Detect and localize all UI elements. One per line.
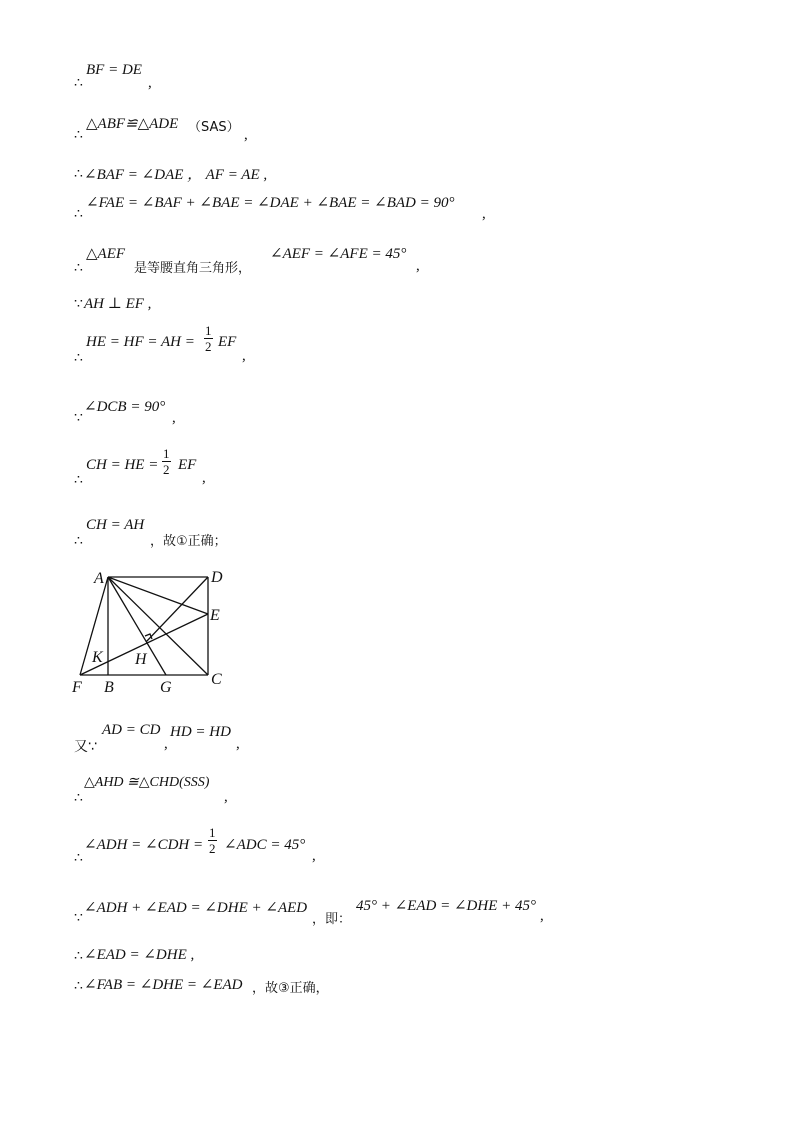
therefore-symbol: ∴ [74,979,83,994]
step-14-comma: , [540,908,544,924]
because-symbol: ∵ [74,297,83,312]
therefore-symbol: ∴ [74,949,83,964]
fraction-denominator: 2 [205,339,212,354]
label-g: G [160,679,172,696]
step-5-expr2: ∠AEF = ∠AFE = 45° [270,246,407,262]
label-b: B [104,679,114,696]
step-16-expr: ∠FAB = ∠DHE = ∠EAD [84,977,243,993]
step-7-expr: HE = HF = AH = [86,334,195,350]
label-d: D [211,569,223,586]
step-16-text: ，故③正确， [252,981,329,996]
also-because-symbol: 又∵ [74,739,97,755]
step-11-comma: , [236,736,240,752]
step-13-expr: ∠ADH = ∠CDH = [84,837,204,853]
step-9-fraction [162,447,171,476]
step-7-fraction [204,324,213,353]
step-14-expr: ∠ADH + ∠EAD = ∠DHE + ∠AED [84,900,308,916]
label-f: F [72,679,82,696]
therefore-symbol: ∴ [74,167,83,182]
step-3-expr: ∠BAF = ∠DAE ， AF = AE , [84,167,268,183]
step-4-expr: ∠FAE = ∠BAF + ∠BAE = ∠DAE + ∠BAE = ∠BAD = 90° [86,195,455,211]
step-2-expr: △ABF≌△ADE [86,116,179,132]
label-c: C [211,671,222,688]
step-15-expr: ∠EAD = ∠DHE , [84,947,195,963]
label-e: E [210,607,220,624]
step-5-text: 是等腰直角三角形， [134,261,252,276]
label-h: H [135,651,147,668]
therefore-symbol: ∴ [74,473,83,488]
step-6-expr: AH ⊥ EF , [84,296,152,312]
fraction-denominator: 2 [163,462,170,477]
therefore-symbol: ∴ [74,207,83,222]
therefore-symbol: ∴ [74,791,83,806]
right-angle-mark [145,634,152,639]
because-symbol: ∵ [74,411,83,426]
therefore-symbol: ∴ [74,534,83,549]
step-1-comma: , [148,75,152,91]
fraction-numerator: 1 [205,323,212,338]
geometry-figure [66,562,246,702]
step-4-comma: , [482,206,486,222]
step-13-expr-after: ∠ADC = 45° [224,837,306,853]
step-5-comma: , [416,258,420,274]
therefore-symbol: ∴ [74,76,83,91]
step-5-expr: △AEF [86,246,126,262]
step-9-expr-after: EF [178,457,197,473]
therefore-symbol: ∴ [74,128,83,143]
step-10-expr: CH = AH [86,517,145,533]
step-14-text: ，即： [312,912,352,927]
step-1-expr: BF = DE [86,62,142,78]
step-10-text: ，故①正确； [150,534,227,549]
step-11-expr2: HD = HD [170,724,231,740]
step-12-comma: , [224,789,228,805]
step-9-expr: CH = HE = [86,457,159,473]
label-k: K [92,649,103,666]
step-12-expr: △AHD ≅△CHD(SSS) [84,775,210,790]
step-11-sep: , [164,736,168,752]
step-8-comma: , [172,410,176,426]
fraction-denominator: 2 [209,841,216,856]
label-a: A [94,570,104,587]
step-11-expr: AD = CD [102,722,161,738]
because-symbol: ∵ [74,911,83,926]
step-7-expr-after: EF [218,334,237,350]
step-9-comma: , [202,470,206,486]
fraction-numerator: 1 [209,825,216,840]
step-2-comma: , [244,127,248,143]
step-2-tag: （SAS） [188,120,240,135]
fraction-numerator: 1 [163,446,170,461]
step-8-expr: ∠DCB = 90° [84,399,166,415]
step-7-comma: , [242,348,246,364]
step-13-comma: , [312,848,316,864]
segment-ae [108,577,208,614]
therefore-symbol: ∴ [74,351,83,366]
segment-hd [146,577,208,642]
step-13-fraction [208,826,217,855]
therefore-symbol: ∴ [74,261,83,276]
step-14-expr2: 45° + ∠EAD = ∠DHE + 45° [356,898,536,914]
therefore-symbol: ∴ [74,851,83,866]
